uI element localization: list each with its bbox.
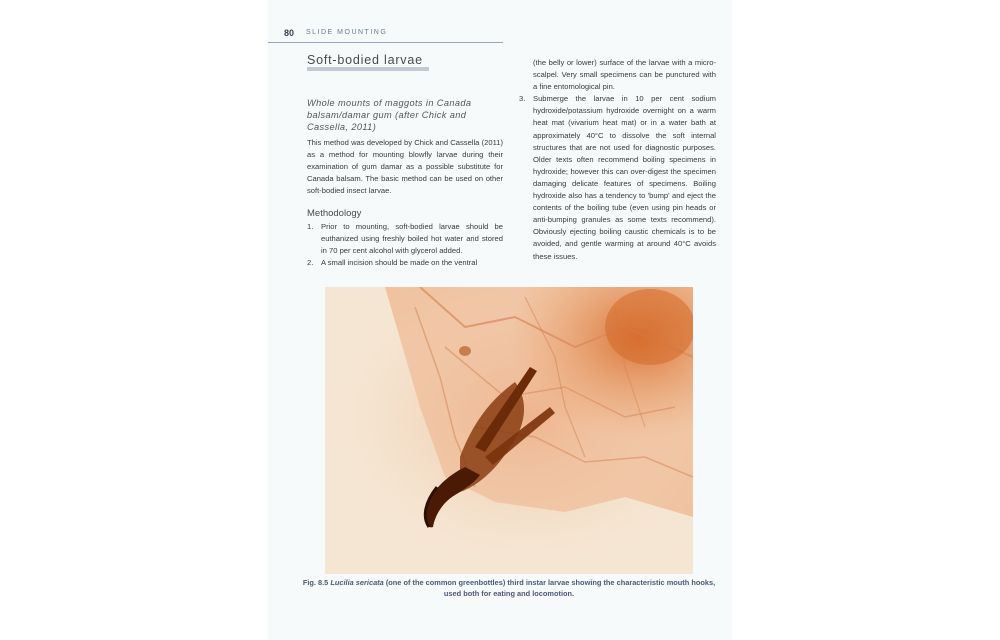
running-title: SLIDE MOUNTING: [306, 29, 388, 36]
caption-label: Fig. 8.5: [302, 578, 329, 587]
list-item-continued: [519, 57, 716, 93]
page-number: 80: [284, 28, 295, 38]
step-text: Prior to mounting, soft-bodied larvae should be euthanized using freshly boiled hot water and stored in 70 per cent alcohol with glycerol added.: [321, 221, 503, 255]
list-item: [307, 257, 503, 269]
steps-list-right: [519, 57, 716, 263]
step-number: 3.: [519, 94, 526, 104]
subheading: Whole mounts of maggots in Canada balsam/damar gum (after Chick and Cassella, 2011): [307, 98, 472, 133]
steps-list-left: [307, 221, 503, 269]
figure-photo: [325, 287, 693, 574]
page-header: [268, 26, 503, 43]
caption-species: Lucilia sericata: [330, 578, 384, 587]
step-text: Submerge the larvae in 10 per cent sodium hydroxide/potassium hydroxide overnight on a warm heat mat (vivarium heat mat) or in a water bath at approximately 40°C to dissolve the soft internal structures that are not used for diagnostic purposes. Older texts often recommend boiling specimens in hydroxide; however this can over-digest the specimen damaging delicate features of specimens. Boiling hydroxide also has a tendency to 'bump' and eject the contents of the boiling tube (even using pin heads or anti-bumping granules as some texts recommend). Obviously ejecting boiling caustic chemicals is to be avoided, and gentle warming at around 40°C avoids these issues.: [533, 94, 716, 261]
section-title: Soft-bodied larvae: [307, 53, 423, 67]
list-item: [519, 93, 716, 262]
methodology-heading: Methodology: [307, 207, 362, 219]
section-title-underline: [307, 67, 429, 71]
step-number: 1.: [307, 221, 314, 231]
right-column: [519, 57, 716, 263]
step-text: A small incision should be made on the ventral: [321, 257, 478, 267]
left-column: [307, 54, 503, 269]
list-item: [307, 221, 503, 257]
figure-caption: [300, 578, 718, 599]
step-text-continued: (the belly or lower) surface of the larvae with a micro-scalpel. Very small specimens can be punctured with a fine entomological pin.: [533, 58, 716, 92]
intro-paragraph: This method was developed by Chick and Cassella (2011) as a method for mounting blowfly larvae during their examination of gum damar as a possible substitute for Canada balsam. The basic method can be used on other soft-bodied insect larvae.: [307, 138, 503, 196]
larva-micrograph: [325, 287, 693, 574]
caption-text: (one of the common greenbottles) third instar larvae showing the characteristic mouth hooks, used both for eating and locomotion.: [385, 578, 716, 598]
step-number: 2.: [307, 257, 314, 267]
